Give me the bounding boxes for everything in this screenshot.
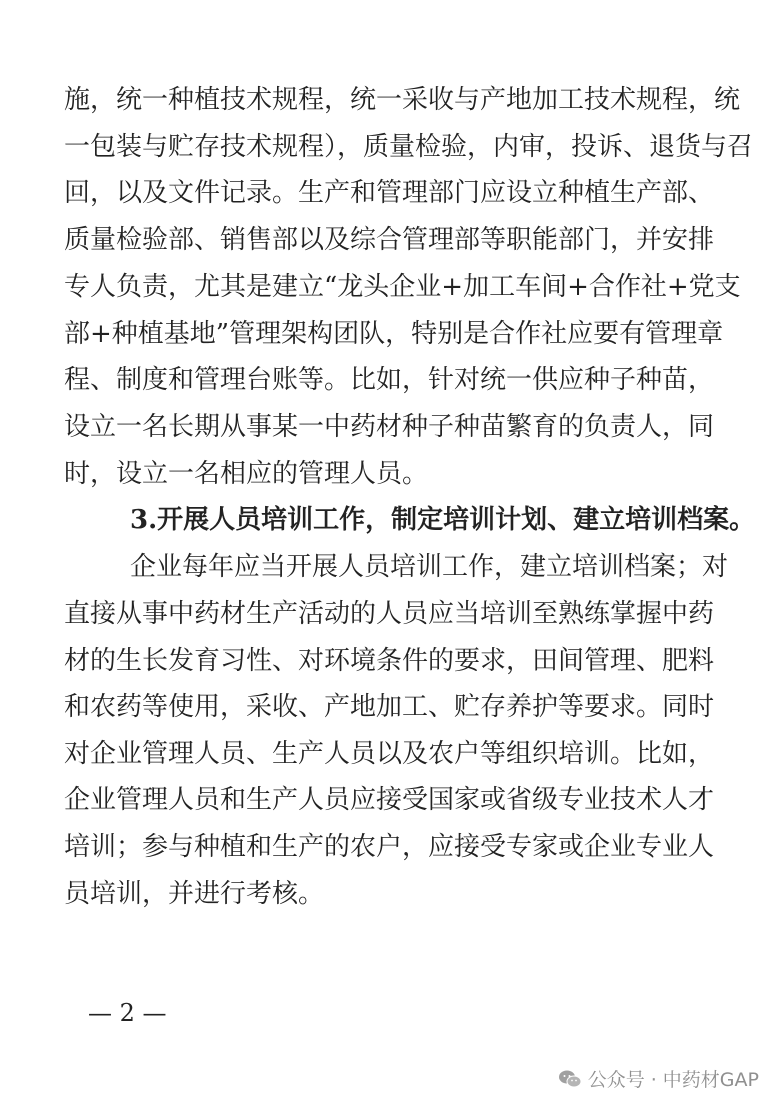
body-line: 施，统一种植技术规程，统一采收与产地加工技术规程，统 [64, 85, 741, 115]
watermark [558, 1065, 759, 1092]
body-line: 企业每年应当开展人员培训工作，建立培训档案；对 [130, 552, 729, 582]
body-line: 程、制度和管理台账等。比如，针对统一供应种子种苗， [64, 365, 715, 395]
body-line: 对企业管理人员、生产人员以及农户等组织培训。比如， [64, 739, 715, 769]
body-line: 部+种植基地”管理架构团队，特别是合作社应要有管理章 [64, 319, 724, 349]
body-line: 设立一名长期从事某一中药材种子种苗繁育的负责人，同 [64, 412, 715, 442]
body-line: 时，设立一名相应的管理人员。 [64, 459, 429, 489]
wechat-icon [558, 1069, 582, 1089]
body-line: 一包装与贮存技术规程），质量检验，内审，投诉、退货与召 [64, 132, 754, 162]
body-line: 企业管理人员和生产人员应接受国家或省级专业技术人才 [64, 785, 715, 815]
body-line: 专人负责，尤其是建立“龙头企业+加工车间+合作社+党支 [64, 272, 741, 302]
body-line: 员培训，并进行考核。 [64, 879, 325, 909]
body-line: 材的生长发育习性、对环境条件的要求，田间管理、肥料 [64, 646, 715, 676]
page-number: — 2 — [88, 999, 167, 1027]
body-line: 直接从事中药材生产活动的人员应当培训至熟练掌握中药 [64, 599, 715, 629]
body-line: 回，以及文件记录。生产和管理部门应设立种植生产部、 [64, 178, 715, 208]
section-heading: 3.开展人员培训工作，制定培训计划、建立培训档案。 [130, 505, 756, 535]
body-line: 质量检验部、销售部以及综合管理部等职能部门，并安排 [64, 225, 715, 255]
watermark-text: 公众号 · 中药材GAP [587, 1069, 759, 1091]
body-line: 和农药等使用，采收、产地加工、贮存养护等要求。同时 [64, 692, 715, 722]
body-line: 培训；参与种植和生产的农户，应接受专家或企业专业人 [64, 832, 715, 862]
